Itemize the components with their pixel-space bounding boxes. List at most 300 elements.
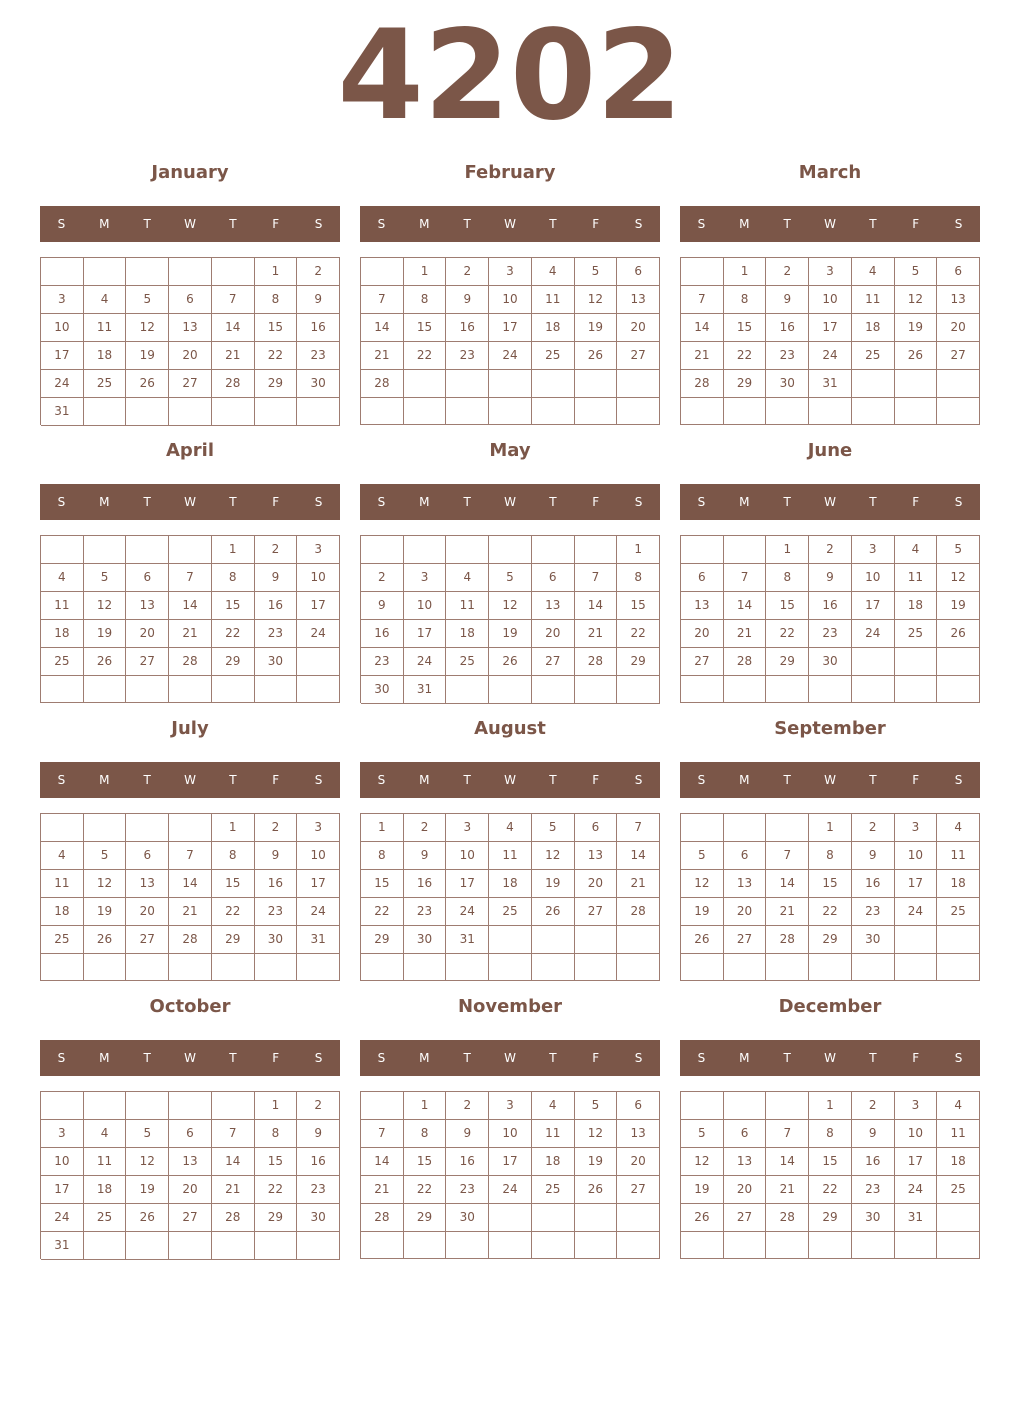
day-cell: 2 <box>255 536 298 564</box>
day-cell: 7 <box>681 286 724 314</box>
day-cell: 19 <box>575 314 618 342</box>
empty-cell <box>361 258 404 286</box>
empty-cell <box>489 536 532 564</box>
weekday-label: S <box>314 773 323 787</box>
day-grid <box>680 1091 980 1259</box>
day-cell: 18 <box>84 1176 127 1204</box>
day-cell: 12 <box>126 314 169 342</box>
day-cell: 19 <box>937 592 980 620</box>
day-cell: 9 <box>446 286 489 314</box>
day-cell: 2 <box>404 814 447 842</box>
day-cell: 11 <box>895 564 938 592</box>
day-cell: 27 <box>126 926 169 954</box>
day-cell: 13 <box>169 1148 212 1176</box>
empty-cell <box>212 258 255 286</box>
day-cell: 5 <box>126 1120 169 1148</box>
day-grid <box>40 535 340 703</box>
empty-cell <box>617 370 660 398</box>
empty-cell <box>169 954 212 981</box>
day-grid <box>680 257 980 425</box>
month-name: July <box>171 718 209 739</box>
weekday-label: T <box>549 217 557 231</box>
day-cell: 24 <box>41 1204 84 1232</box>
day-cell: 3 <box>41 1120 84 1148</box>
empty-cell <box>212 676 255 703</box>
day-cell: 27 <box>724 1204 767 1232</box>
day-cell: 7 <box>766 842 809 870</box>
empty-cell <box>126 258 169 286</box>
day-cell: 4 <box>41 564 84 592</box>
weekday-label: F <box>592 217 600 231</box>
empty-cell <box>681 398 724 425</box>
day-cell: 7 <box>766 1120 809 1148</box>
day-cell: 24 <box>404 648 447 676</box>
day-cell: 23 <box>297 342 340 370</box>
day-cell: 2 <box>297 258 340 286</box>
day-cell: 22 <box>361 898 404 926</box>
day-cell: 8 <box>766 564 809 592</box>
day-cell: 31 <box>297 926 340 954</box>
day-cell: 18 <box>446 620 489 648</box>
day-cell: 24 <box>809 342 852 370</box>
empty-cell <box>895 370 938 398</box>
day-cell: 15 <box>809 1148 852 1176</box>
day-cell: 21 <box>361 342 404 370</box>
day-cell: 14 <box>361 314 404 342</box>
empty-cell <box>255 1232 298 1260</box>
day-cell: 21 <box>361 1176 404 1204</box>
day-cell: 18 <box>532 1148 575 1176</box>
empty-cell <box>895 1232 938 1259</box>
day-grid <box>680 535 980 703</box>
day-cell: 10 <box>446 842 489 870</box>
day-cell: 16 <box>852 870 895 898</box>
empty-cell <box>84 536 127 564</box>
empty-cell <box>766 954 809 981</box>
day-cell: 10 <box>852 564 895 592</box>
day-cell: 21 <box>169 898 212 926</box>
day-cell: 3 <box>41 286 84 314</box>
day-cell: 19 <box>575 1148 618 1176</box>
day-cell: 23 <box>255 898 298 926</box>
day-cell: 14 <box>212 314 255 342</box>
day-cell: 5 <box>126 286 169 314</box>
day-cell: 8 <box>212 564 255 592</box>
day-cell: 15 <box>766 592 809 620</box>
day-cell: 3 <box>297 814 340 842</box>
day-cell: 3 <box>895 1092 938 1120</box>
empty-cell <box>575 954 618 981</box>
empty-cell <box>126 676 169 703</box>
day-cell: 9 <box>766 286 809 314</box>
empty-cell <box>41 258 84 286</box>
day-cell: 26 <box>681 926 724 954</box>
weekday-label: F <box>272 495 280 509</box>
day-cell: 7 <box>617 814 660 842</box>
day-cell: 22 <box>404 1176 447 1204</box>
weekday-label: T <box>869 495 877 509</box>
weekday-label: S <box>377 773 386 787</box>
day-cell: 9 <box>255 564 298 592</box>
day-cell: 15 <box>212 870 255 898</box>
weekday-label: T <box>463 773 471 787</box>
empty-cell <box>489 954 532 981</box>
day-cell: 6 <box>169 286 212 314</box>
empty-cell <box>937 648 980 676</box>
empty-cell <box>617 1232 660 1259</box>
day-cell: 14 <box>169 870 212 898</box>
day-cell: 27 <box>724 926 767 954</box>
day-cell: 9 <box>852 1120 895 1148</box>
day-cell: 20 <box>169 342 212 370</box>
day-cell: 1 <box>255 1092 298 1120</box>
empty-cell <box>681 814 724 842</box>
weekday-header <box>680 1040 980 1076</box>
empty-cell <box>937 926 980 954</box>
weekday-label: T <box>869 773 877 787</box>
empty-cell <box>489 676 532 704</box>
day-cell: 11 <box>84 314 127 342</box>
day-cell: 9 <box>361 592 404 620</box>
day-cell: 23 <box>446 1176 489 1204</box>
day-cell: 6 <box>724 1120 767 1148</box>
day-cell: 22 <box>255 342 298 370</box>
day-cell: 30 <box>404 926 447 954</box>
day-cell: 7 <box>575 564 618 592</box>
day-cell: 23 <box>809 620 852 648</box>
empty-cell <box>255 398 298 426</box>
day-cell: 18 <box>489 870 532 898</box>
weekday-label: S <box>314 495 323 509</box>
day-cell: 28 <box>724 648 767 676</box>
empty-cell <box>169 536 212 564</box>
day-grid <box>360 257 660 425</box>
month-april <box>40 435 340 705</box>
day-cell: 4 <box>84 286 127 314</box>
month-name: April <box>165 440 215 461</box>
day-cell: 25 <box>532 342 575 370</box>
day-cell: 4 <box>852 258 895 286</box>
day-cell: 21 <box>724 620 767 648</box>
day-cell: 10 <box>489 1120 532 1148</box>
weekday-label: M <box>739 1051 750 1065</box>
empty-cell <box>84 676 127 703</box>
day-cell: 21 <box>681 342 724 370</box>
day-cell: 11 <box>489 842 532 870</box>
day-cell: 6 <box>681 564 724 592</box>
weekday-label: W <box>824 217 836 231</box>
day-cell: 15 <box>617 592 660 620</box>
weekday-header <box>40 206 340 242</box>
empty-cell <box>532 954 575 981</box>
empty-cell <box>169 258 212 286</box>
day-cell: 14 <box>724 592 767 620</box>
day-grid <box>40 1091 340 1259</box>
empty-cell <box>575 398 618 425</box>
weekday-label: W <box>824 773 836 787</box>
day-cell: 15 <box>255 1148 298 1176</box>
empty-cell <box>724 954 767 981</box>
day-cell: 15 <box>404 1148 447 1176</box>
day-cell: 15 <box>212 592 255 620</box>
empty-cell <box>532 676 575 704</box>
weekday-label: W <box>504 495 516 509</box>
day-cell: 1 <box>617 536 660 564</box>
day-cell: 5 <box>895 258 938 286</box>
weekday-label: F <box>912 1051 920 1065</box>
day-cell: 21 <box>169 620 212 648</box>
day-cell: 18 <box>41 898 84 926</box>
weekday-header <box>360 1040 660 1076</box>
day-cell: 6 <box>724 842 767 870</box>
empty-cell <box>297 648 340 676</box>
day-cell: 12 <box>937 564 980 592</box>
empty-cell <box>724 536 767 564</box>
day-cell: 3 <box>446 814 489 842</box>
weekday-header <box>40 484 340 520</box>
day-cell: 3 <box>404 564 447 592</box>
day-cell: 2 <box>809 536 852 564</box>
day-cell: 6 <box>532 564 575 592</box>
day-cell: 28 <box>169 648 212 676</box>
empty-cell <box>681 536 724 564</box>
day-cell: 28 <box>681 370 724 398</box>
day-cell: 13 <box>126 870 169 898</box>
day-cell: 4 <box>895 536 938 564</box>
day-cell: 9 <box>852 842 895 870</box>
day-cell: 3 <box>489 1092 532 1120</box>
day-cell: 14 <box>212 1148 255 1176</box>
day-cell: 20 <box>617 314 660 342</box>
day-cell: 28 <box>361 370 404 398</box>
day-cell: 21 <box>212 1176 255 1204</box>
day-cell: 20 <box>724 1176 767 1204</box>
weekday-label: F <box>272 773 280 787</box>
day-grid <box>360 535 660 703</box>
day-cell: 1 <box>361 814 404 842</box>
day-cell: 25 <box>532 1176 575 1204</box>
day-cell: 20 <box>126 898 169 926</box>
month-october <box>40 991 340 1261</box>
weekday-label: F <box>272 1051 280 1065</box>
weekday-header <box>680 762 980 798</box>
empty-cell <box>255 954 298 981</box>
day-cell: 25 <box>41 648 84 676</box>
empty-cell <box>681 954 724 981</box>
day-cell: 22 <box>404 342 447 370</box>
day-cell: 4 <box>84 1120 127 1148</box>
empty-cell <box>212 954 255 981</box>
day-cell: 12 <box>489 592 532 620</box>
day-cell: 13 <box>724 1148 767 1176</box>
empty-cell <box>809 1232 852 1259</box>
day-cell: 8 <box>404 286 447 314</box>
day-cell: 22 <box>809 1176 852 1204</box>
day-cell: 23 <box>852 898 895 926</box>
day-cell: 25 <box>937 1176 980 1204</box>
weekday-label: S <box>377 217 386 231</box>
empty-cell <box>617 954 660 981</box>
day-cell: 17 <box>895 1148 938 1176</box>
weekday-label: T <box>783 495 791 509</box>
day-cell: 18 <box>532 314 575 342</box>
empty-cell <box>852 676 895 703</box>
month-name: March <box>798 162 862 183</box>
weekday-label: M <box>99 773 110 787</box>
day-cell: 31 <box>404 676 447 704</box>
day-cell: 2 <box>766 258 809 286</box>
day-cell: 13 <box>617 286 660 314</box>
day-cell: 18 <box>41 620 84 648</box>
day-cell: 21 <box>575 620 618 648</box>
day-cell: 11 <box>41 592 84 620</box>
day-cell: 30 <box>809 648 852 676</box>
empty-cell <box>297 398 340 426</box>
empty-cell <box>126 398 169 426</box>
empty-cell <box>126 536 169 564</box>
day-cell: 28 <box>169 926 212 954</box>
day-cell: 1 <box>766 536 809 564</box>
weekday-header <box>680 206 980 242</box>
day-grid <box>40 257 340 425</box>
weekday-label: T <box>463 495 471 509</box>
day-cell: 16 <box>297 314 340 342</box>
day-cell: 15 <box>404 314 447 342</box>
empty-cell <box>766 1232 809 1259</box>
day-cell: 8 <box>255 286 298 314</box>
weekday-label: M <box>739 773 750 787</box>
day-cell: 17 <box>895 870 938 898</box>
day-cell: 27 <box>681 648 724 676</box>
day-cell: 24 <box>852 620 895 648</box>
weekday-label: S <box>697 495 706 509</box>
day-cell: 29 <box>255 370 298 398</box>
day-cell: 16 <box>255 870 298 898</box>
day-cell: 29 <box>766 648 809 676</box>
day-cell: 19 <box>895 314 938 342</box>
month-name: June <box>807 440 853 461</box>
empty-cell <box>895 926 938 954</box>
day-cell: 22 <box>724 342 767 370</box>
day-cell: 19 <box>532 870 575 898</box>
weekday-label: W <box>184 495 196 509</box>
day-cell: 19 <box>681 1176 724 1204</box>
weekday-label: S <box>954 495 963 509</box>
day-cell: 18 <box>84 342 127 370</box>
day-cell: 10 <box>297 842 340 870</box>
day-cell: 7 <box>361 1120 404 1148</box>
day-cell: 10 <box>809 286 852 314</box>
day-cell: 13 <box>126 592 169 620</box>
empty-cell <box>41 676 84 703</box>
weekday-label: S <box>954 1051 963 1065</box>
weekday-label: S <box>954 217 963 231</box>
day-cell: 6 <box>169 1120 212 1148</box>
empty-cell <box>532 1232 575 1259</box>
day-cell: 3 <box>895 814 938 842</box>
empty-cell <box>532 1204 575 1232</box>
weekday-label: S <box>634 495 643 509</box>
empty-cell <box>852 954 895 981</box>
weekday-label: F <box>912 217 920 231</box>
day-cell: 26 <box>681 1204 724 1232</box>
day-cell: 24 <box>297 620 340 648</box>
empty-cell <box>212 1092 255 1120</box>
day-grid <box>680 813 980 981</box>
empty-cell <box>255 676 298 703</box>
empty-cell <box>766 814 809 842</box>
weekday-label: T <box>549 1051 557 1065</box>
day-cell: 12 <box>84 870 127 898</box>
day-cell: 9 <box>809 564 852 592</box>
day-cell: 4 <box>937 1092 980 1120</box>
weekday-header <box>360 484 660 520</box>
empty-cell <box>126 1232 169 1260</box>
weekday-header <box>680 484 980 520</box>
weekday-label: T <box>869 1051 877 1065</box>
day-cell: 22 <box>809 898 852 926</box>
day-cell: 5 <box>575 1092 618 1120</box>
empty-cell <box>41 1092 84 1120</box>
day-cell: 24 <box>489 1176 532 1204</box>
day-cell: 18 <box>852 314 895 342</box>
day-cell: 23 <box>446 342 489 370</box>
day-cell: 11 <box>937 842 980 870</box>
empty-cell <box>361 1092 404 1120</box>
day-cell: 5 <box>681 1120 724 1148</box>
day-cell: 13 <box>532 592 575 620</box>
day-cell: 30 <box>361 676 404 704</box>
day-cell: 21 <box>766 898 809 926</box>
day-cell: 22 <box>212 898 255 926</box>
weekday-label: F <box>912 773 920 787</box>
empty-cell <box>575 1204 618 1232</box>
day-cell: 8 <box>809 842 852 870</box>
weekday-label: S <box>954 773 963 787</box>
day-cell: 9 <box>404 842 447 870</box>
day-cell: 28 <box>575 648 618 676</box>
day-cell: 4 <box>446 564 489 592</box>
day-cell: 17 <box>446 870 489 898</box>
empty-cell <box>126 954 169 981</box>
day-cell: 16 <box>766 314 809 342</box>
empty-cell <box>681 1092 724 1120</box>
day-cell: 17 <box>297 592 340 620</box>
weekday-label: T <box>143 495 151 509</box>
day-cell: 5 <box>532 814 575 842</box>
empty-cell <box>895 398 938 425</box>
day-cell: 5 <box>681 842 724 870</box>
weekday-label: T <box>783 773 791 787</box>
day-grid <box>40 813 340 981</box>
day-cell: 31 <box>446 926 489 954</box>
day-cell: 12 <box>895 286 938 314</box>
year-title: 4202 <box>337 4 683 148</box>
day-cell: 6 <box>126 564 169 592</box>
weekday-label: W <box>504 1051 516 1065</box>
weekday-label: T <box>783 217 791 231</box>
day-cell: 10 <box>895 842 938 870</box>
day-cell: 4 <box>532 1092 575 1120</box>
empty-cell <box>446 676 489 704</box>
day-cell: 17 <box>41 1176 84 1204</box>
day-cell: 17 <box>852 592 895 620</box>
day-cell: 15 <box>255 314 298 342</box>
day-cell: 16 <box>404 870 447 898</box>
day-cell: 25 <box>489 898 532 926</box>
empty-cell <box>169 676 212 703</box>
day-cell: 31 <box>809 370 852 398</box>
